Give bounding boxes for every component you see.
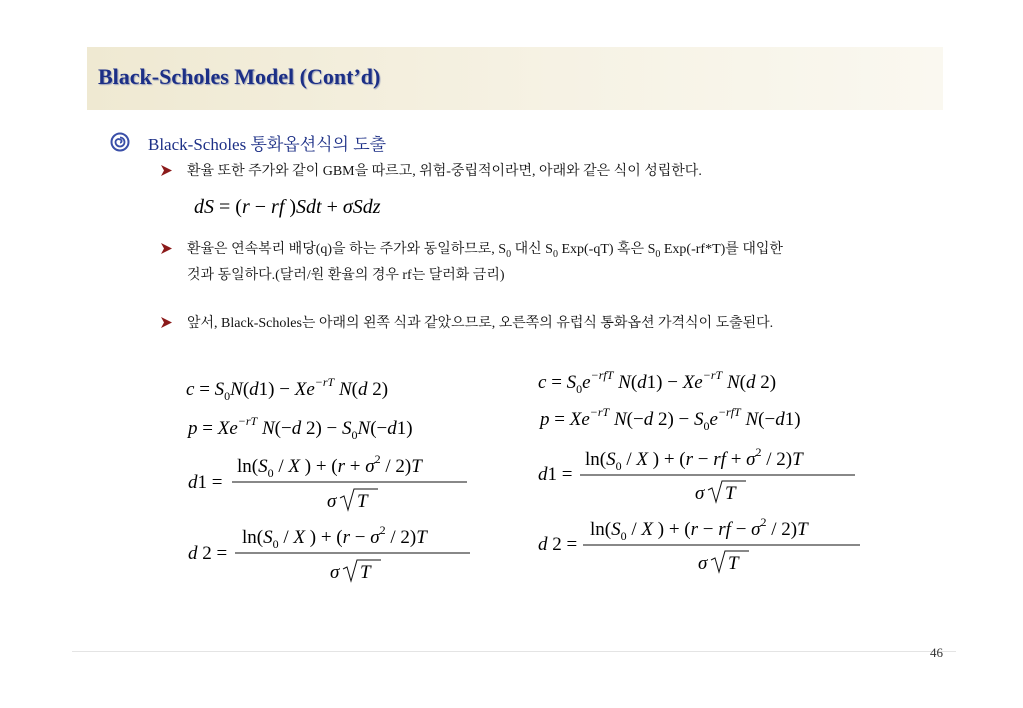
svg-text:d1 =: d1 =	[188, 472, 223, 493]
slide-title: Black-Scholes Model (Cont’d)	[98, 64, 381, 89]
equation-gbm	[190, 191, 430, 221]
svg-text:d 2 =: d 2 =	[538, 534, 578, 555]
footer-divider	[72, 651, 956, 652]
bullet-item	[160, 313, 773, 334]
bullet-text: 환율은 연속복리 배당(q)을 하는 주가와 동일하므로, $S_0$ 대신 $S_0$ Exp(-qT) 혹은 $S_0$ Exp(-rf*T)를 대입한 것과 동일하다.(달러/원 환율의 경우 rf는 달러화 금리)	[187, 242, 783, 283]
svg-text:σ: σ	[327, 491, 337, 512]
page-number: 46	[930, 645, 943, 660]
svg-text:σ: σ	[698, 553, 708, 574]
svg-text:c = S0N(d1) − Xe−rT N(d 2): $c = S_0N(d1) - Xe^{-rT}$ N(d 2)	[186, 375, 389, 403]
arrow-bullet-icon	[160, 164, 173, 177]
bullet-item	[160, 239, 783, 286]
bullet-item	[160, 161, 702, 182]
svg-text:d1 =: d1 =	[538, 464, 573, 485]
svg-text:σ: σ	[695, 483, 705, 504]
svg-text:p = Xe−rT N(−d 2) − S0e−rfT N(: $p = Xe^{-rT}$ N(−d $2) - S_0e^{-rfT}$ N(−d1)	[540, 405, 801, 433]
svg-text:ln(S0 / X ) + (r + σ2 / 2)T: $\ln(S_0$ / X ) + $(r + \sigma^2 / 2)T$	[237, 452, 422, 480]
svg-text:ln(S0 / X ) + (r − rf − σ2 /: $\ln(S_0$ / X ) + (r − rf − $\sigma^2 / 2)T$	[590, 515, 808, 543]
arrow-bullet-icon	[160, 242, 173, 255]
svg-text:T: T	[357, 491, 368, 512]
svg-text:σ: σ	[330, 562, 340, 583]
arrow-bullet-icon	[160, 316, 173, 329]
equations-stock-option	[180, 360, 510, 590]
svg-text:dS = (r − rf )Sdt + σSdz: dS = (r − rf )Sdt + σSdz	[194, 196, 381, 218]
svg-text:c = S0e−rfT N(d1) − Xe−rT N(d: $c = S_0e^{-rfT}$ $N(d1) - Xe^{-rT}$ N(d 2)	[538, 368, 777, 396]
svg-text:ln(S0 / X ) + (r − rf + σ2 / 2: $\ln(S_0$ / X ) + (r − rf + $\sigma^2 / 2)T$	[585, 445, 803, 473]
svg-text:T: T	[725, 483, 736, 504]
svg-text:d 2 =: d 2 =	[188, 543, 228, 564]
bullet-text: 앞서, Black-Scholes는 아래의 왼쪽 식과 같았으므로, 오른쪽의 유럽식 통화옵션 가격식이 도출된다.	[187, 316, 774, 331]
svg-text:T: T	[728, 553, 739, 574]
equations-currency-option	[530, 355, 875, 585]
bullet-text: 환율 또한 주가와 같이 GBM을 따르고, 위험-중립적이라면, 아래와 같은 식이 성립한다.	[187, 164, 702, 179]
svg-text:T: T	[360, 562, 371, 583]
heading-text: Black-Scholes 통화옵션식의 도출	[148, 134, 387, 154]
svg-text:ln(S0 / X ) + (r − σ2 / 2)T: $\ln(S_0$ / X ) + $(r - \sigma^2 / 2)T$	[242, 523, 427, 551]
svg-text:p = Xe−rT N(−d 2) − S0N(−d1): $p = Xe^{-rT}$ N(−d $2) - S_0N(-d1)$	[188, 414, 413, 442]
swirl-bullet-icon	[110, 132, 130, 152]
heading-item	[110, 131, 386, 153]
